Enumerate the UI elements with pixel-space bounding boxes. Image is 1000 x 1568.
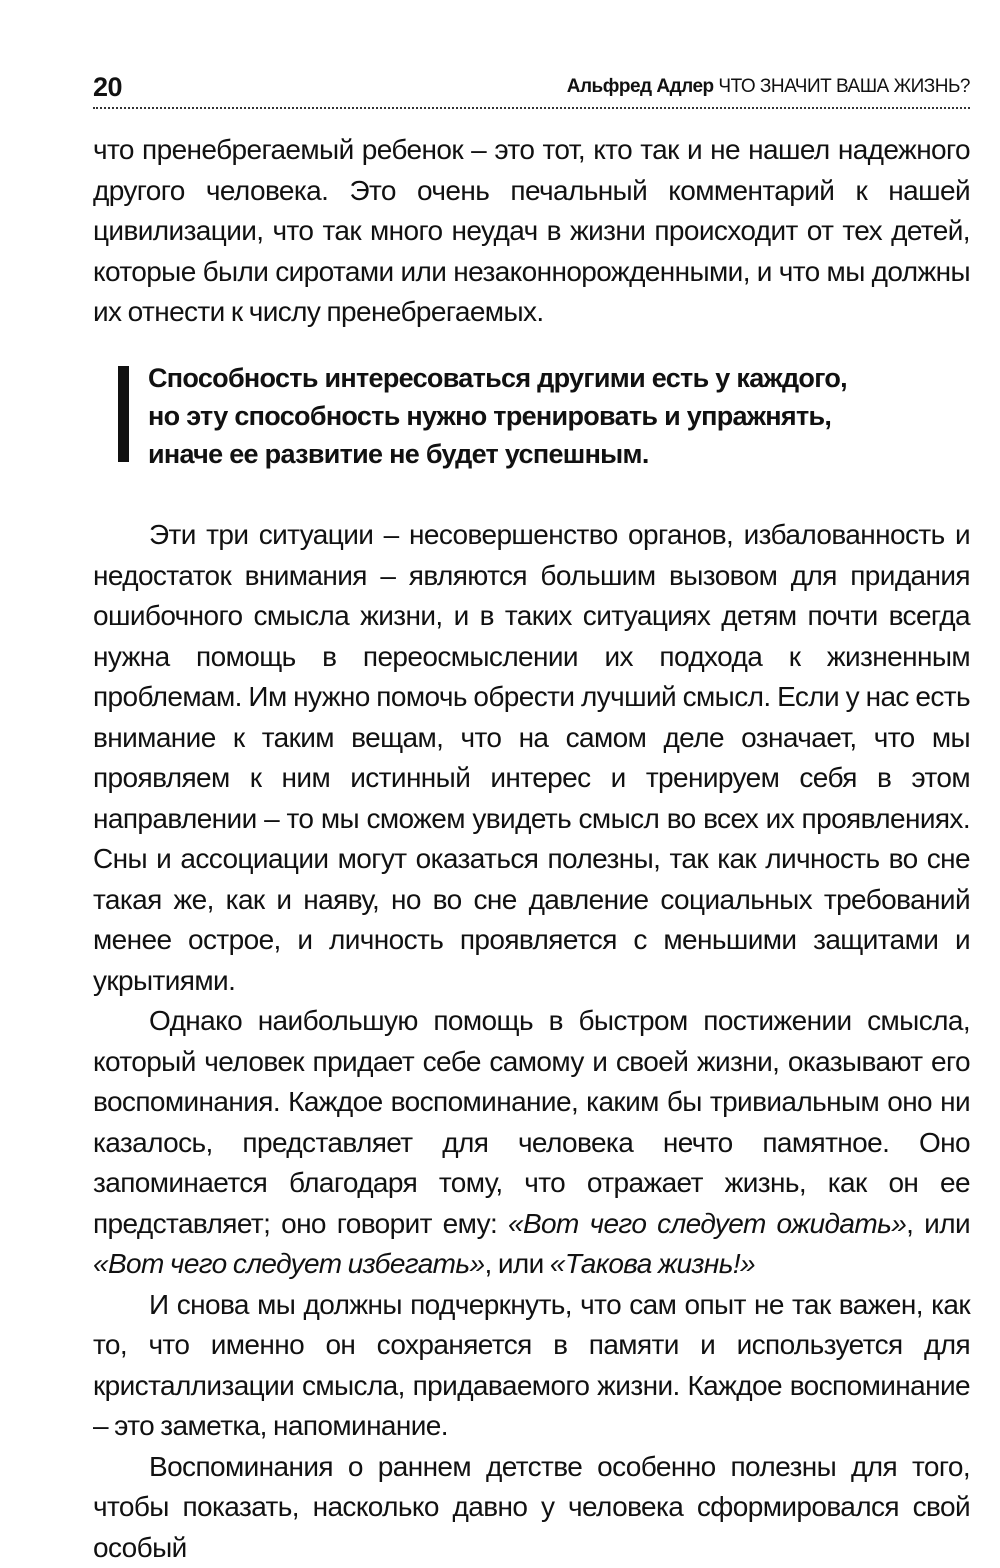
italic-quote: «Такова жизнь!» [550, 1248, 755, 1279]
pull-quote-line: иначе ее развитие не будет успешным. [148, 435, 908, 473]
page-header [93, 72, 970, 102]
running-head-title: ЧТО ЗНАЧИТ ВАША ЖИЗНЬ? [718, 76, 970, 97]
italic-quote: «Вот чего следует избегать» [93, 1248, 485, 1279]
connector-text: , или [906, 1208, 970, 1239]
pull-quote [148, 359, 908, 473]
running-head-author: Альфред Адлер [567, 76, 714, 97]
paragraph: Воспоминания о раннем детстве особенно полезны для того, чтобы показать, насколько давно у человека сформировался свой особый [93, 1447, 970, 1568]
pull-quote-line: но эту способность нужно тренировать и упражнять, [148, 397, 908, 435]
paragraph-continued: что пренебрегаемый ребенок – это тот, кто так и не нашел надежного другого человека. Это очень печальный комментарий к нашей цивилизации, что так много неудач в жизни происходит от тех детей, которые были сиротами или незаконнорожденными, и что мы должны их отнести к числу пренебрегаемых. [93, 130, 970, 333]
paragraph: И снова мы должны подчеркнуть, что сам опыт не так важен, как то, что именно он сохраняется в памяти и используется для кристаллизации смысла, придаваемого жизни. Каждое воспоминание – это заметка, напоминание. [93, 1285, 970, 1447]
connector-text: , или [485, 1248, 544, 1279]
pull-quote-bar [118, 366, 129, 462]
italic-quote: «Вот чего следует ожидать» [508, 1208, 906, 1239]
paragraph-with-quotes [93, 1001, 970, 1285]
paragraph-text: Однако наибольшую помощь в быстром постижении смысла, который человек придает себе самому и своей жизни, оказывают его воспоминания. Каждое воспоминание, каким бы тривиальным оно ни казалось, представляет для человека нечто памятное. Оно запоминается благодаря тому, что отражает жизнь, как он ее представляет; оно говорит ему: [93, 1005, 970, 1239]
text-block-top [93, 130, 970, 333]
page-number: 20 [93, 72, 122, 103]
running-head [567, 76, 970, 98]
pull-quote-line: Способность интересоваться другими есть у каждого, [148, 359, 908, 397]
paragraph: Эти три ситуации – несовершенство органов, избалованность и недостаток внимания – являются большим вызовом для придания ошибочного смысла жизни, и в таких ситуациях детям почти всегда нужна помощь в переосмыслении их подхода к жизненным проблемам. Им нужно помочь обрести лучший смысл. Если у нас есть внимание к таким вещам, что на самом деле означает, что мы проявляем к ним истинный интерес и тренируем себя в этом направлении – то мы сможем увидеть смысл во всех их проявлениях. Сны и ассоциации могут оказаться полезны, так как личность во сне такая же, как и наяву, но во сне давление социальных требований менее острое, и личность проявляется с меньшими защитами и укрытиями. [93, 515, 970, 1001]
header-dotted-rule [93, 107, 970, 109]
text-block-main [93, 515, 970, 1568]
